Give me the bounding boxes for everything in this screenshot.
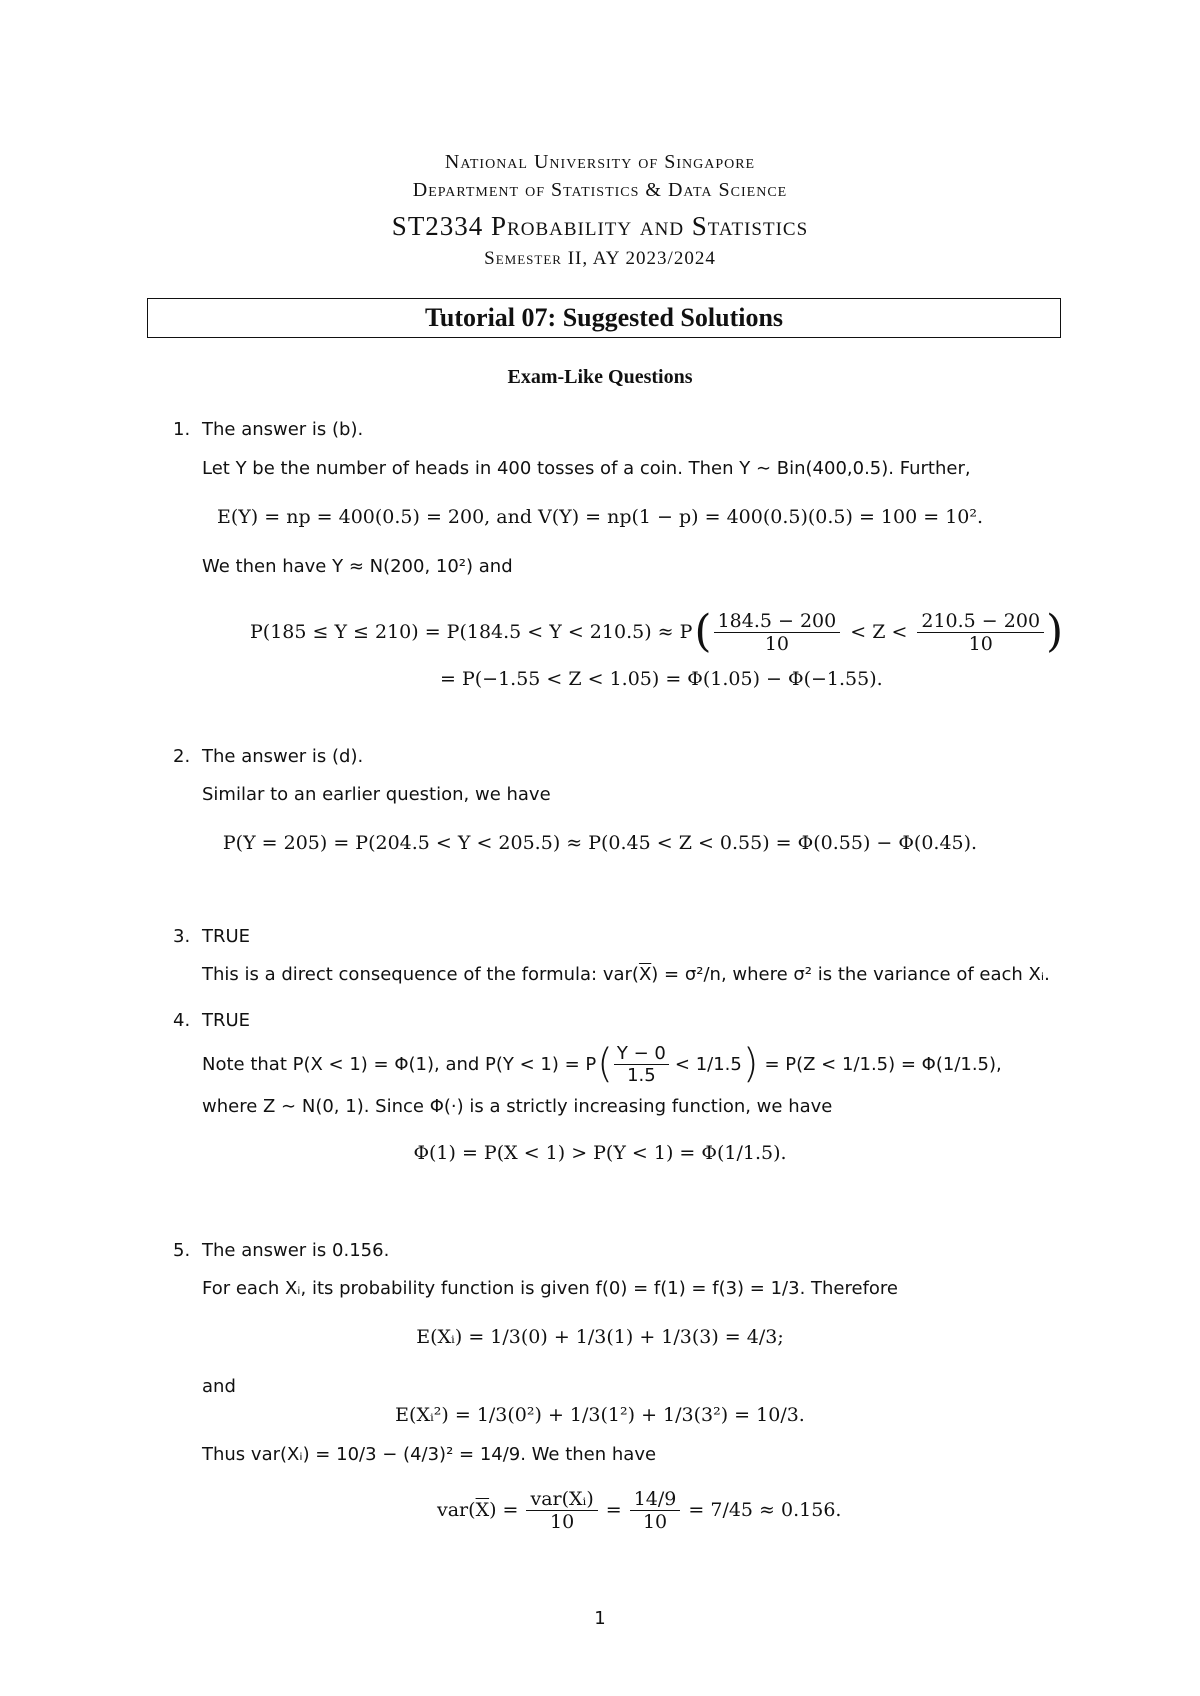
text-part: = 7/45 ≈ 0.156. [688,1499,842,1521]
fraction-denominator: 10 [550,1510,575,1533]
equation-continuity-correction: P(Y = 205) = P(204.5 < Y < 205.5) ≈ P(0.45 < Z < 0.55) = Φ(0.55) − Φ(0.45). [222,832,978,854]
page-number: 1 [594,1608,606,1629]
explanation-text [202,964,1050,985]
question-number: 2. [173,746,191,767]
question-number: 1. [173,419,191,440]
course-title: ST2334 Probability and Statistics [391,211,809,241]
text-part: ) = σ²/n, where σ² is the variance of each Xᵢ. [651,964,1050,985]
explanation-text: For each Xᵢ, its probability function is given f(0) = f(1) = f(3) = 1/3. Therefore [202,1278,898,1299]
answer-line: TRUE [202,1010,251,1031]
fraction [714,610,841,655]
question-number: 4. [173,1010,191,1031]
text-part: This is a direct consequence of the formula: var( [202,964,639,985]
right-paren-icon: ) [1046,606,1064,657]
department-name: Department of Statistics & Data Science [412,179,788,201]
left-paren-icon: ( [597,1041,613,1087]
answer-line: The answer is (b). [202,419,364,440]
equation-lhs: P(185 ≤ Y ≤ 210) = P(184.5 < Y < 210.5) ≈ P [250,621,693,643]
fraction [917,610,1044,655]
explanation-text: We then have Y ≈ N(200, 10²) and [202,556,513,577]
equation-variance-mean [437,1478,841,1542]
fraction-numerator: 210.5 − 200 [917,610,1044,633]
fraction-numerator: var(Xᵢ) [526,1488,597,1511]
question-number: 5. [173,1240,191,1261]
answer-line: TRUE [202,926,251,947]
university-name: National University of Singapore [444,151,756,173]
fraction-denominator: 10 [764,632,789,655]
document-header [0,148,1200,272]
text-part: var( [437,1499,476,1521]
right-paren-icon: ) [742,1041,759,1087]
explanation-text: Thus var(Xᵢ) = 10/3 − (4/3)² = 14/9. We then have [202,1444,657,1465]
fraction-numerator: 14/9 [630,1488,681,1511]
tutorial-title: Tutorial 07: Suggested Solutions [424,303,784,332]
fraction-denominator: 10 [968,632,993,655]
fraction-denominator: 1.5 [627,1064,656,1086]
explanation-text: Let Y be the number of heads in 400 tosses of a coin. Then Y ∼ Bin(400,0.5). Further, [202,458,971,479]
fraction-denominator: 10 [642,1510,668,1533]
explanation-text [202,1036,1002,1092]
text-part: ) = [489,1499,519,1521]
tutorial-title-box [147,298,1061,338]
text-part: Note that P(X < 1) = Φ(1), and P(Y < 1) = P [202,1053,597,1075]
equation-phi-comparison: Φ(1) = P(X < 1) > P(Y < 1) = Φ(1/1.5). [413,1142,787,1164]
explanation-text: and [202,1376,236,1397]
semester-label: Semester II, AY 2023/2024 [484,248,716,269]
equation-normal-approx [250,602,1063,662]
equation-second-moment: E(Xᵢ²) = 1/3(0²) + 1/3(1²) + 1/3(3²) = 10/3. [395,1404,805,1426]
answer-line: The answer is (d). [202,746,364,767]
section-title: Exam-Like Questions [507,366,693,388]
equation-phi-result: = P(−1.55 < Z < 1.05) = Φ(1.05) − Φ(−1.55). [440,668,883,690]
inequality: < Z < [850,621,908,643]
fraction-numerator: Y − 0 [614,1043,669,1065]
equation-expectation-variance: E(Y) = np = 400(0.5) = 200, and V(Y) = np(1 − p) = 400(0.5)(0.5) = 100 = 10². [216,506,984,528]
text-part: = P(Z < 1/1.5) = Φ(1/1.5), [764,1053,1002,1075]
fraction [526,1488,597,1533]
text-part: < 1/1.5 [674,1053,742,1075]
fraction [630,1488,681,1533]
explanation-text: Similar to an earlier question, we have [202,784,551,805]
answer-line: The answer is 0.156. [202,1240,390,1261]
left-paren-icon: ( [694,606,712,657]
x-bar: $\overline{X}$ [475,1499,490,1521]
x-bar: $\overline{X}$ [638,964,652,985]
question-number: 3. [173,926,191,947]
explanation-text: where Z ∼ N(0, 1). Since Φ(·) is a strictly increasing function, we have [202,1096,833,1117]
text-part: = [605,1499,622,1521]
fraction [614,1043,669,1086]
fraction-numerator: 184.5 − 200 [714,610,841,633]
equation-expectation: E(Xᵢ) = 1/3(0) + 1/3(1) + 1/3(3) = 4/3; [416,1326,784,1348]
